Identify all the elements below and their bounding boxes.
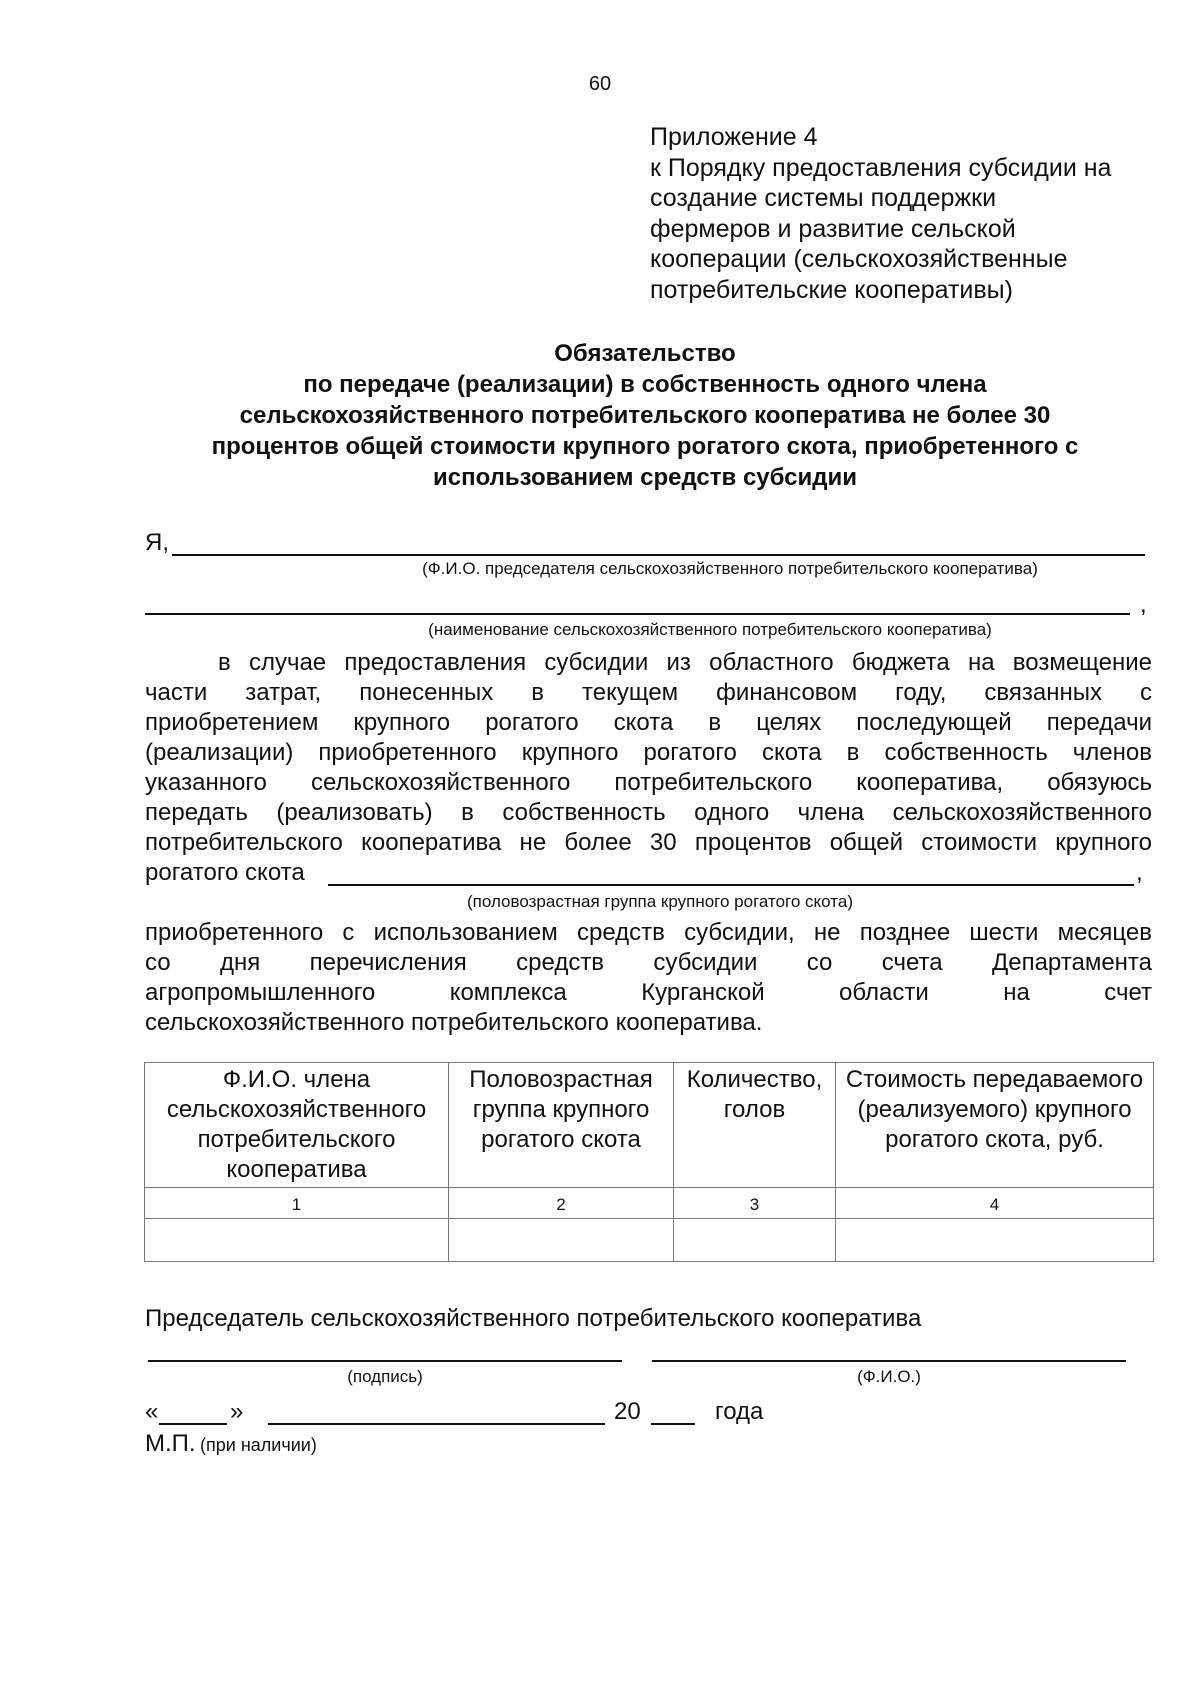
- fio-fill-line[interactable]: [172, 554, 1145, 556]
- paragraph-line: приобретенного с использованием средств субсидии, не позднее шести месяцев: [145, 919, 1152, 946]
- paragraph-1: [145, 648, 1152, 858]
- comma: ,: [1140, 591, 1147, 618]
- date-quote-close: »: [230, 1398, 244, 1425]
- mp-label: М.П.: [145, 1430, 196, 1457]
- stamp-place: [145, 1430, 317, 1458]
- paragraph-2: [145, 918, 1152, 1038]
- title-line: сельскохозяйственного потребительского кооператива не более 30: [239, 402, 1051, 429]
- header-fio: Ф.И.О. члена сельскохозяйственного потребительского кооператива: [145, 1063, 449, 1188]
- paragraph-line: части затрат, понесенных в текущем финансовом году, связанных с: [145, 679, 1152, 706]
- coop-hint: (наименование сельскохозяйственного потребительского кооператива): [428, 620, 992, 639]
- paragraph-line: указанного сельскохозяйственного потребительского кооператива, обязуюсь: [145, 769, 1152, 796]
- table-cell[interactable]: [449, 1219, 674, 1262]
- column-number: 4: [836, 1188, 1154, 1219]
- cattle-comma: ,: [1136, 859, 1143, 886]
- table-cell[interactable]: [145, 1219, 449, 1262]
- page-number: 60: [588, 73, 612, 95]
- header-age-group: Половозрастная группа крупного рогатого скота: [449, 1063, 674, 1188]
- header-quantity: Количество, голов: [674, 1063, 836, 1188]
- coop-name-fill-line[interactable]: [145, 613, 1130, 615]
- column-number: 1: [145, 1188, 449, 1219]
- appendix-line: создание системы поддержки: [650, 184, 997, 212]
- header-cost: Стоимость передаваемого (реализуемого) крупного рогатого скота, руб.: [836, 1063, 1154, 1188]
- fio-hint: (Ф.И.О. председателя сельскохозяйственного потребительского кооператива): [422, 559, 1038, 578]
- table-cell[interactable]: [836, 1219, 1154, 1262]
- appendix-line: Приложение 4: [650, 123, 818, 151]
- signature-fill-line[interactable]: [148, 1360, 622, 1362]
- mp-note: (при наличии): [200, 1435, 317, 1455]
- table-row: [145, 1219, 1154, 1262]
- table-number-row: [145, 1188, 1154, 1219]
- column-number: 2: [449, 1188, 674, 1219]
- paragraph-line: приобретением крупного рогатого скота в целях последующей передачи: [145, 709, 1152, 736]
- month-fill-line[interactable]: [268, 1423, 605, 1425]
- table-cell[interactable]: [674, 1219, 836, 1262]
- title-line: Обязательство: [554, 340, 736, 367]
- signature-hint: (подпись): [347, 1367, 423, 1386]
- paragraph-line: агропромышленного комплекса Курганской области на счет: [145, 979, 1152, 1006]
- cattle-group-fill-line[interactable]: [328, 884, 1134, 886]
- date-quote-open: «: [145, 1398, 159, 1425]
- ya-label: Я,: [145, 529, 169, 556]
- cattle-table: [144, 1062, 1154, 1262]
- title-line: использованием средств субсидии: [433, 464, 857, 491]
- column-number: 3: [674, 1188, 836, 1219]
- paragraph-line: потребительского кооператива не более 30 процентов общей стоимости крупного: [145, 829, 1152, 856]
- signer-fio-fill-line[interactable]: [652, 1360, 1126, 1362]
- paragraph-line: (реализации) приобретенного крупного рогатого скота в собственность членов: [145, 739, 1152, 766]
- document-title: [130, 338, 1160, 493]
- year-suffix: года: [715, 1398, 764, 1425]
- cattle-hint: (половозрастная группа крупного рогатого скота): [467, 892, 853, 911]
- signature-title: Председатель сельскохозяйственного потребительского кооператива: [145, 1305, 922, 1332]
- paragraph-line: в случае предоставления субсидии из областного бюджета на возмещение: [218, 649, 1152, 676]
- signer-fio-hint: (Ф.И.О.): [857, 1367, 921, 1386]
- appendix-line: к Порядку предоставления субсидии на: [650, 153, 1112, 182]
- paragraph-line: передать (реализовать) в собственность одного члена сельскохозяйственного: [145, 799, 1152, 826]
- paragraph-line: со дня перечисления средств субсидии со счета Департамента: [145, 949, 1152, 976]
- paragraph-line: сельскохозяйственного потребительского кооператива.: [145, 1009, 763, 1036]
- title-line: по передаче (реализации) в собственность одного члена: [303, 371, 987, 398]
- appendix-line: фермеров и развитие сельской: [650, 214, 1016, 243]
- appendix-header: [650, 122, 1170, 305]
- appendix-line: кооперации (сельскохозяйственные: [650, 245, 1068, 273]
- title-line: процентов общей стоимости крупного рогатого скота, приобретенного с: [211, 433, 1079, 460]
- appendix-line: потребительские кооперативы): [650, 275, 1013, 304]
- year-fill-line[interactable]: [651, 1423, 695, 1425]
- table-header-row: [145, 1063, 1154, 1188]
- cattle-prefix: рогатого скота: [145, 859, 305, 886]
- day-fill-line[interactable]: [159, 1423, 227, 1425]
- year-prefix: 20: [614, 1398, 641, 1425]
